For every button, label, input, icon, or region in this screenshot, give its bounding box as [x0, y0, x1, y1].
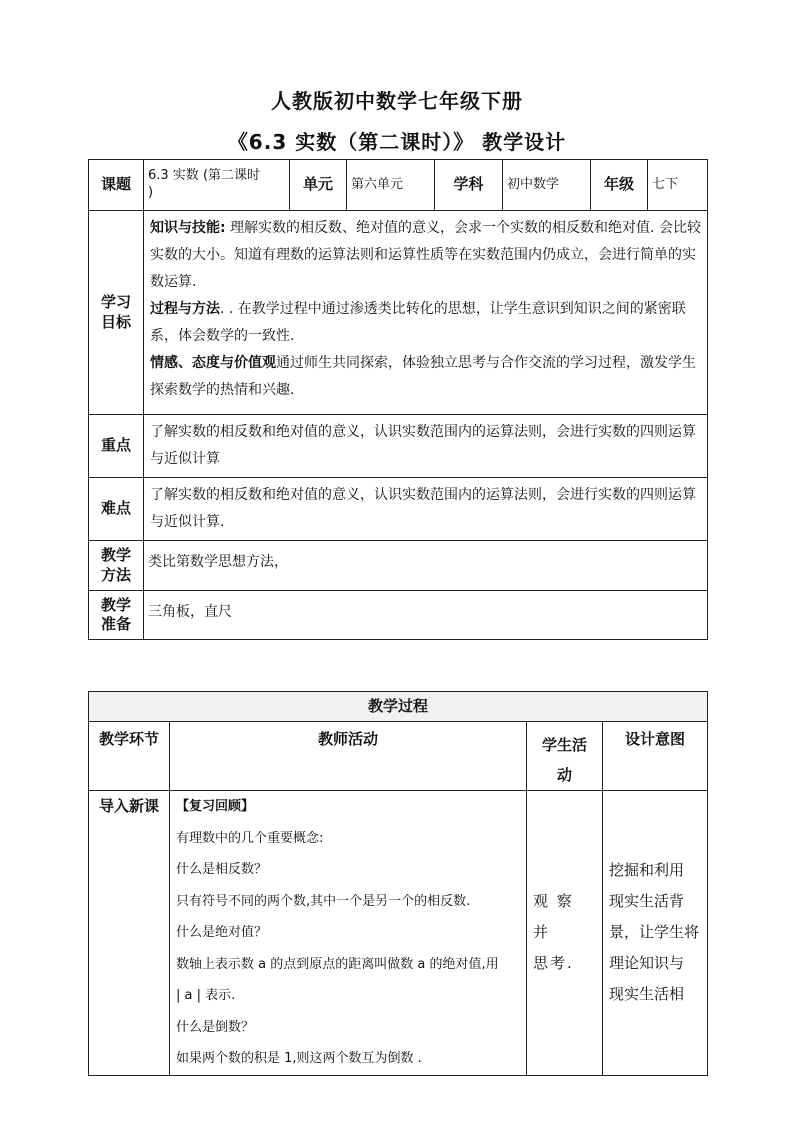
preparation-label: [89, 591, 144, 640]
intent-line: 现实生活相: [609, 985, 685, 1004]
difficulties-label: 难点: [89, 478, 144, 541]
course-value: [144, 160, 290, 211]
teacher-line: 【复习回顾】: [176, 799, 255, 814]
objectives-label-line2: 目标: [100, 312, 131, 331]
knowledge-text: 理解实数的相反数、绝对值的意义，会求一个实数的相反数和绝对值. 会比较实数的大小。知道有理数的运算法则和运算性质等在实数范围内仍成立，会进行简单的实数运算.: [150, 220, 701, 290]
intent-line: 挖掘和利用: [609, 861, 685, 880]
preparation-label-line2: 准备: [100, 615, 131, 633]
unit-value: 第六单元: [347, 160, 435, 211]
lesson-info-table: [88, 159, 708, 640]
subject-label: 学科: [435, 160, 503, 211]
col-stage-header: 教学环节: [89, 722, 170, 791]
methods-label: [89, 541, 144, 591]
process-objective: [150, 296, 701, 350]
col-student-header-line2: 动: [556, 766, 572, 784]
student-activity: [527, 791, 603, 1076]
subject-value: 初中数学: [503, 160, 591, 211]
key-points-text: 了解实数的相反数和绝对值的意义，认识实数范围内的运算法则，会进行实数的四则运算与近似计算: [144, 415, 708, 478]
methods-label-line2: 方法: [100, 565, 131, 584]
process-text: . . 在教学过程中通过渗透类比转化的思想，让学生意识到知识之间的紧密联系，体会数学的一致性.: [150, 301, 686, 344]
preparation-label-line1: 教学: [100, 595, 131, 614]
teacher-activity: [170, 791, 527, 1076]
document-title: 人教版初中数学七年级下册: [271, 89, 523, 113]
intent-line: 理论知识与: [609, 954, 685, 973]
process-title: 教学过程: [89, 692, 708, 722]
teacher-line: | a | 表示.: [176, 988, 236, 1003]
emotion-title: 情感、态度与价值观: [150, 355, 276, 371]
emotion-objective: [150, 350, 701, 404]
emotion-text: 通过师生共同探索，体验独立思考与合作交流的学习过程，激发学生探索数学的热情和兴趣.: [150, 355, 696, 398]
student-activity-line1: 观 察 并: [533, 892, 574, 942]
teacher-line: 什么是倒数？: [176, 1019, 255, 1035]
objectives-label: [89, 211, 144, 415]
objectives-label-line1: 学习: [100, 293, 131, 311]
teaching-process-table: [88, 691, 708, 1076]
process-title: 过程与方法: [150, 301, 220, 317]
key-points-label: 重点: [89, 415, 144, 478]
teacher-line: 什么是绝对值？: [176, 925, 268, 940]
col-student-header: [527, 722, 603, 791]
difficulties-text: 了解实数的相反数和绝对值的意义，认识实数范围内的运算法则，会进行实数的四则运算与近似计算.: [144, 478, 708, 541]
preparation-text: 三角板，直尺: [144, 591, 708, 640]
methods-label-line1: 教学: [100, 546, 131, 564]
design-intent: [603, 791, 708, 1076]
student-activity-line2: 思考.: [533, 954, 574, 973]
course-value-line2: ): [148, 185, 154, 200]
course-value-line1: 6.3 实数 (第二课时: [148, 168, 261, 184]
knowledge-objective: [150, 215, 701, 296]
col-student-header-line1: 学生活: [541, 736, 587, 754]
knowledge-title: 知识与技能:: [150, 220, 226, 236]
col-intent-header: 设计意图: [603, 722, 708, 791]
methods-text: 类比第数学思想方法，: [144, 541, 708, 591]
teacher-line: 只有符号不同的两个数,其中一个是另一个的相反数.: [176, 893, 471, 909]
objectives-content: [144, 211, 708, 415]
stage-intro: 导入新课: [89, 791, 170, 1076]
teacher-line: 什么是相反数？: [176, 862, 268, 877]
teacher-line: 如果两个数的积是 1,则这两个数互为倒数 .: [176, 1051, 422, 1066]
col-teacher-header: 教师活动: [170, 722, 527, 791]
unit-label: 单元: [290, 160, 347, 211]
intent-line: 现实生活背: [609, 892, 685, 911]
intent-line: 景，让学生将: [609, 923, 700, 942]
course-label: 课题: [89, 160, 144, 211]
teacher-line: 有理数中的几个重要概念:: [176, 830, 324, 846]
grade-label: 年级: [591, 160, 648, 211]
grade-value: 七下: [648, 160, 708, 211]
teacher-line: 数轴上表示数 a 的点到原点的距离叫做数 a 的绝对值,用: [176, 956, 499, 972]
lesson-title: 《6.3 实数（第二课时）》 教学设计: [227, 130, 567, 154]
